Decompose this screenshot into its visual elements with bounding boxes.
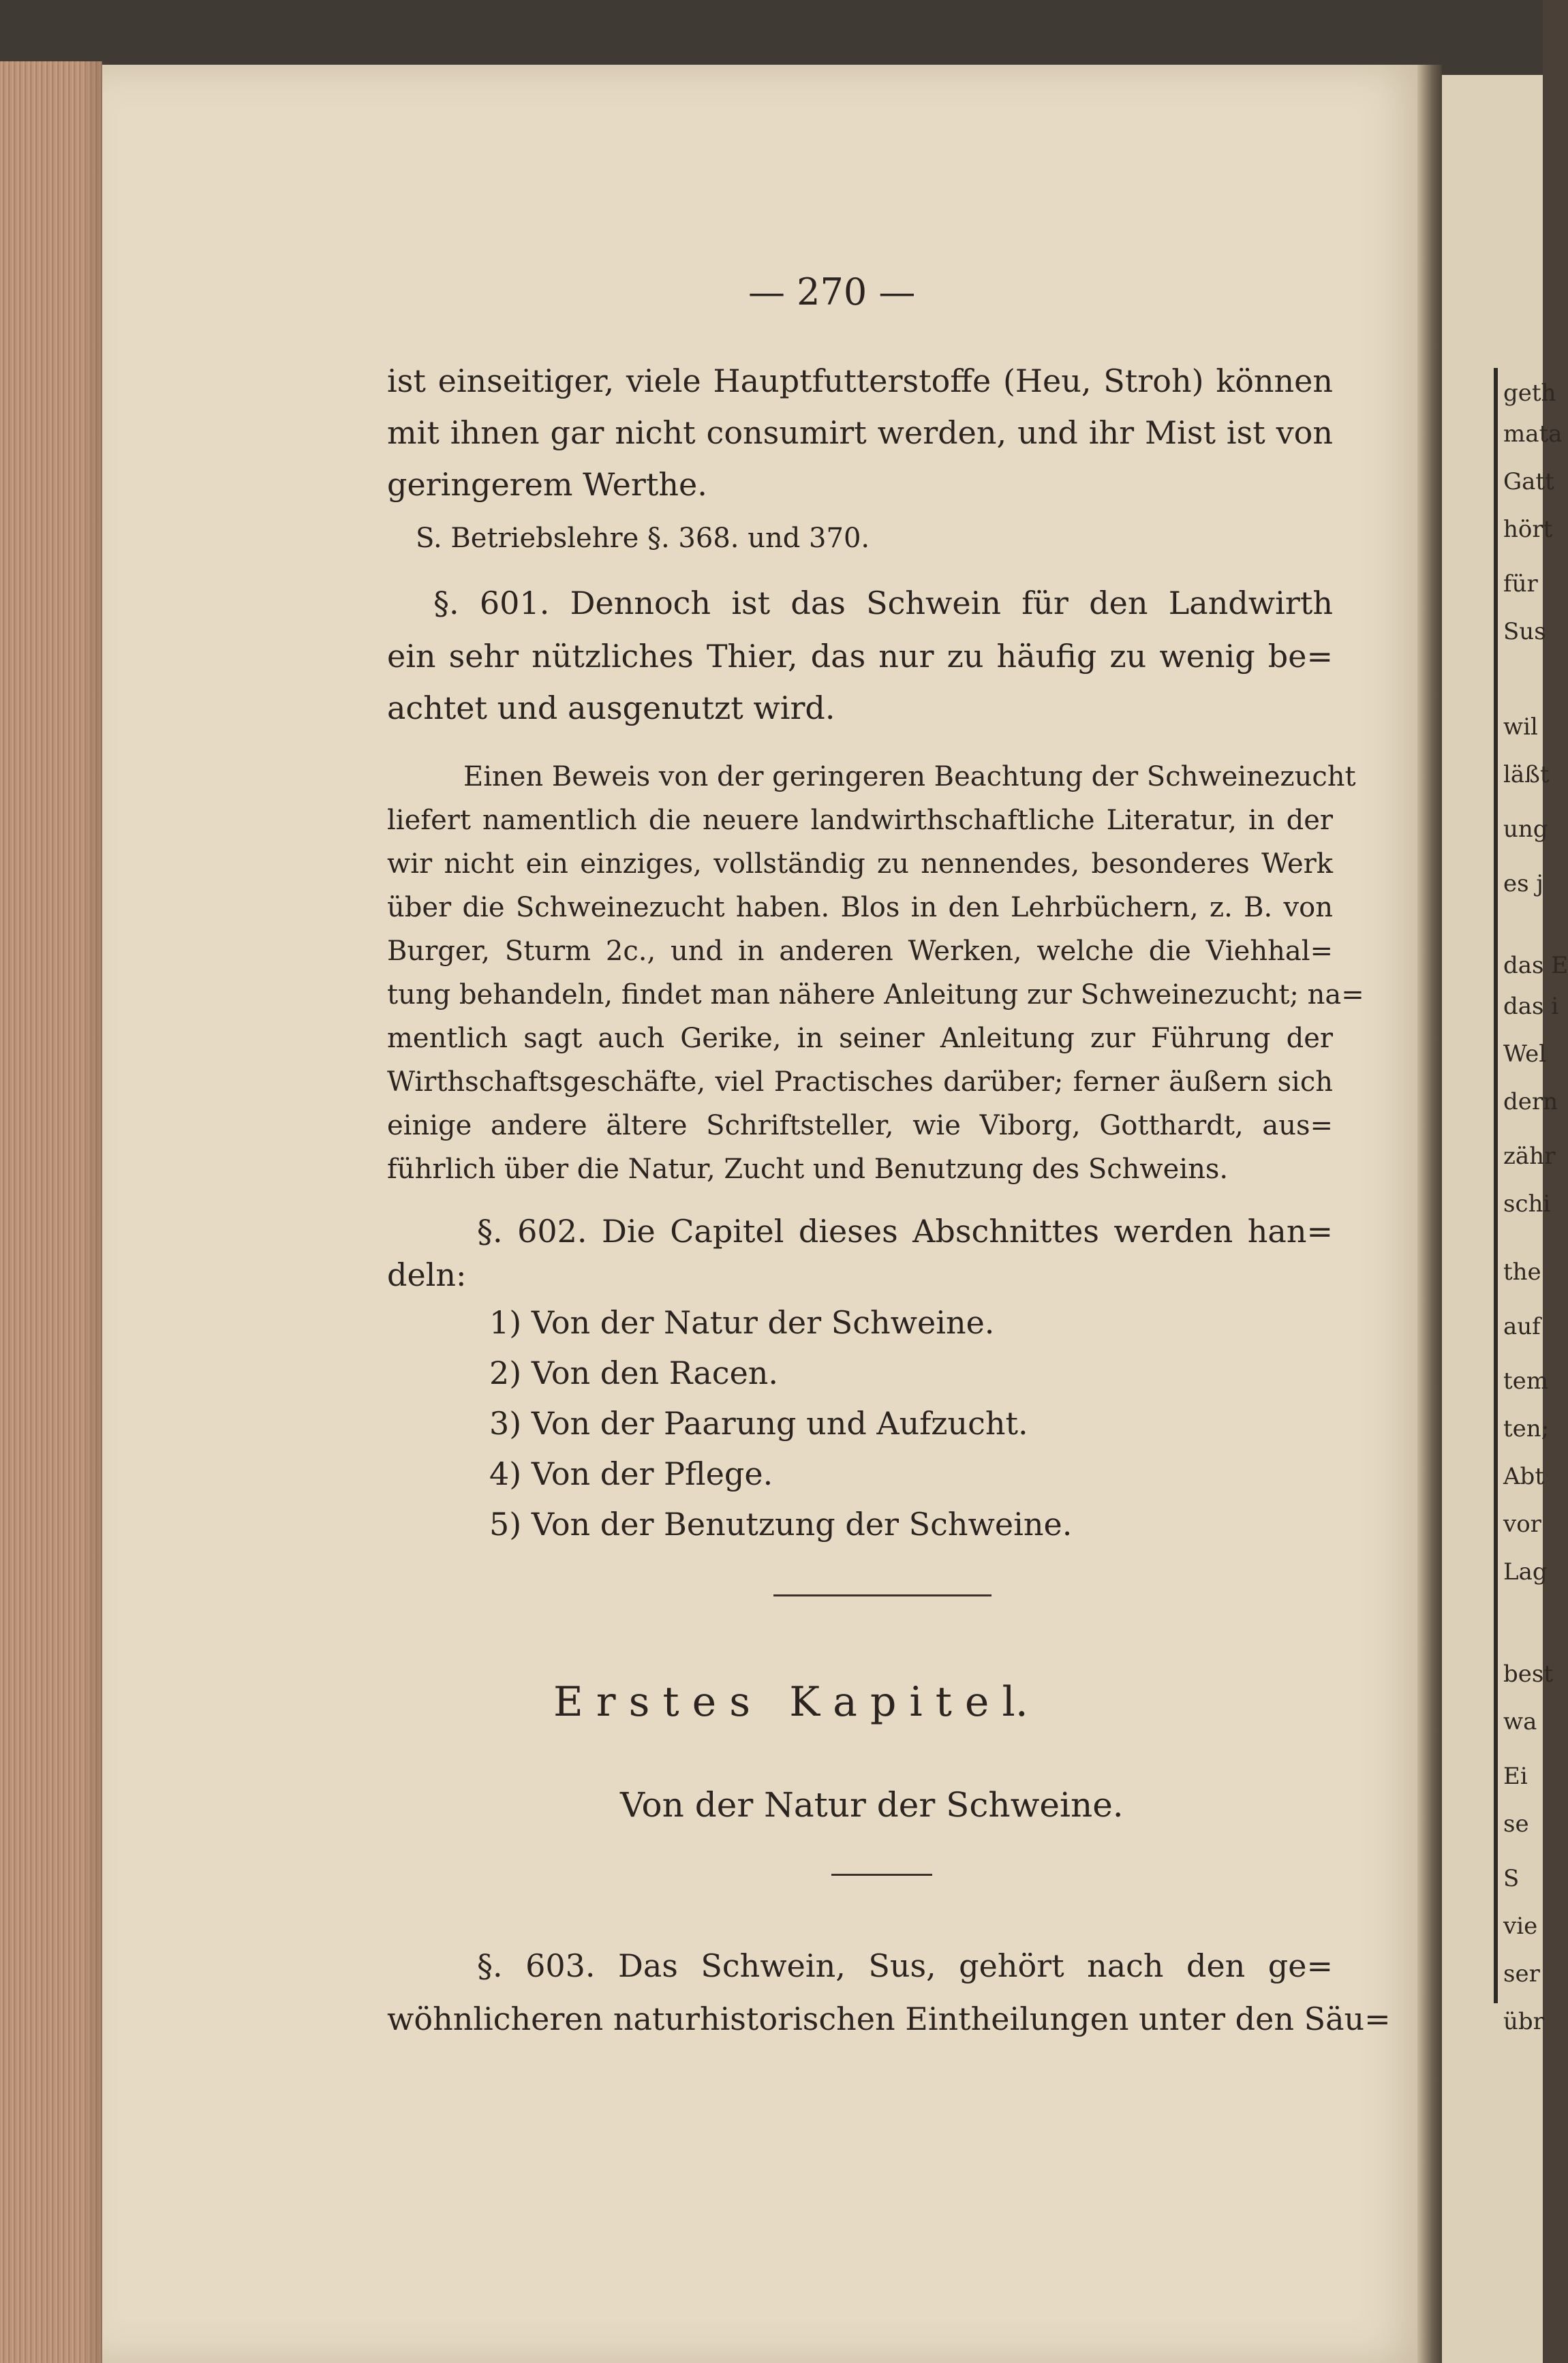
chapter-list-item: 2) Von den Racen.: [489, 1355, 779, 1391]
chapter-list-item: 4) Von der Pflege.: [489, 1455, 773, 1492]
right-page-fragment: schi: [1503, 1190, 1551, 1218]
right-page-fragment: S: [1503, 1865, 1520, 1892]
note-601-line: Wirthschaftsgeschäfte, viel Practisches darüber; ferner äußern sich: [387, 1066, 1333, 1098]
right-page-fragment: the: [1503, 1258, 1541, 1286]
right-page-fragment: für: [1503, 570, 1538, 598]
note-601-line: wir nicht ein einziges, vollständig zu nennendes, besonderes Werk: [387, 848, 1333, 880]
right-page-fragment: Wel: [1503, 1040, 1547, 1068]
body-line: ist einseitiger, viele Hauptfutterstoffe (Heu, Stroh) können: [387, 362, 1333, 399]
right-page-fragment: wil: [1503, 713, 1538, 741]
right-page-fragment: vor: [1503, 1511, 1541, 1538]
section-603-line: wöhnlicheren naturhistorischen Eintheilungen unter den Säu=: [387, 2001, 1391, 2037]
note-601-line: einige andere ältere Schriftsteller, wie Viborg, Gotthardt, aus=: [387, 1110, 1333, 1141]
right-page-fragment: ser: [1503, 1960, 1540, 1988]
right-page-fragment: Sus: [1503, 618, 1546, 645]
page-number: — 270 —: [748, 271, 916, 313]
book-gutter: [1417, 65, 1442, 2363]
right-page-fragment: ten;: [1503, 1415, 1550, 1442]
right-page-fragment: läßt: [1503, 761, 1550, 788]
right-page-fragment: auf: [1503, 1313, 1541, 1340]
right-page-fragment: mata: [1503, 420, 1563, 448]
body-line: mit ihnen gar nicht consumirt werden, und ihr Mist ist von: [387, 414, 1333, 451]
chapter-heading: E r s t e s K a p i t e l.: [553, 1678, 1028, 1726]
right-page-fragment: es j: [1503, 870, 1543, 897]
note-601-line: Einen Beweis von der geringeren Beachtung der Schweinezucht: [463, 761, 1356, 792]
right-page-fragment: best: [1503, 1661, 1553, 1688]
right-page-fragment: Lag: [1503, 1558, 1548, 1586]
right-page-fragment: übr: [1503, 2008, 1544, 2035]
section-601-line: ein sehr nützliches Thier, das nur zu häufig zu wenig be=: [387, 638, 1333, 675]
note-601-line: mentlich sagt auch Gerike, in seiner Anleitung zur Führung der: [387, 1023, 1333, 1054]
chapter-list-item: 1) Von der Natur der Schweine.: [489, 1304, 995, 1341]
body-line: geringerem Werthe.: [387, 466, 707, 503]
section-divider-rule: [773, 1594, 991, 1596]
note-601-line: über die Schweinezucht haben. Blos in den Lehrbüchern, z. B. von: [387, 892, 1333, 923]
right-page-fragment: Abt: [1503, 1463, 1544, 1490]
right-page-fragment: dern: [1503, 1088, 1558, 1115]
note-601-line: führlich über die Natur, Zucht und Benutzung des Schweins.: [387, 1154, 1229, 1185]
right-page-fragment: hört: [1503, 516, 1553, 543]
chapter-list-item: 5) Von der Benutzung der Schweine.: [489, 1506, 1073, 1543]
right-page-shadow-line: [1494, 368, 1498, 2003]
right-page-fragment: geth: [1503, 380, 1556, 407]
right-page-fragment: wa: [1503, 1708, 1537, 1735]
right-page-fragment: Gatt: [1503, 468, 1554, 495]
right-page-fragment: tem: [1503, 1368, 1549, 1395]
section-601-line: §. 601. Dennoch ist das Schwein für den Landwirth: [433, 585, 1333, 621]
chapter-subtitle: Von der Natur der Schweine.: [620, 1785, 1124, 1825]
chapter-list-item: 3) Von der Paarung und Aufzucht.: [489, 1405, 1028, 1442]
section-601-line: achtet und ausgenutzt wird.: [387, 690, 835, 726]
right-page-fragment: Ei: [1503, 1763, 1528, 1790]
note-601-line: tung behandeln, findet man nähere Anleitung zur Schweinezucht; na=: [387, 979, 1364, 1010]
section-602-line: deln:: [387, 1256, 467, 1293]
note-601-line: liefert namentlich die neuere landwirthschaftliche Literatur, in der: [387, 805, 1333, 836]
right-page-fragment: zähr: [1503, 1143, 1556, 1170]
right-page-fragment: se: [1503, 1810, 1529, 1838]
right-page-fragment: das i: [1503, 993, 1559, 1020]
reference-line: S. Betriebslehre §. 368. und 370.: [416, 523, 870, 554]
heading-divider-rule: [831, 1874, 932, 1876]
section-602-line: §. 602. Die Capitel dieses Abschnittes werden han=: [477, 1213, 1333, 1250]
note-601-line: Burger, Sturm 2c., und in anderen Werken, welche die Viehhal=: [387, 936, 1333, 967]
right-page-fragment: das E: [1503, 952, 1568, 979]
section-603-line: §. 603. Das Schwein, Sus, gehört nach den ge=: [477, 1947, 1333, 1984]
right-page-fragment: vie: [1503, 1913, 1538, 1940]
right-page-fragment: ung: [1503, 816, 1548, 843]
